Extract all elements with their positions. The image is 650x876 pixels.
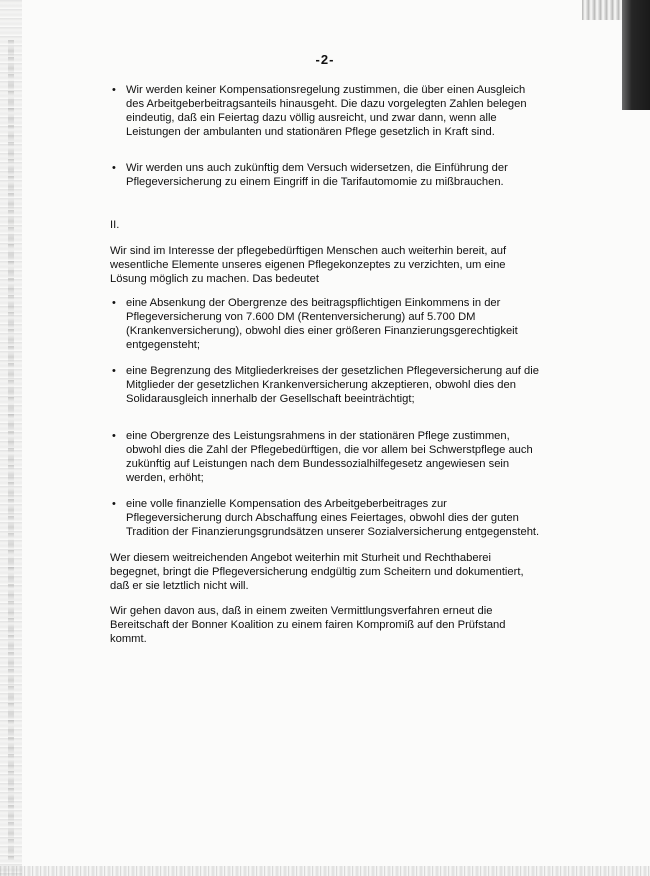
scan-edge-right xyxy=(622,0,650,110)
scan-edge-bottom xyxy=(0,866,650,876)
bullet-icon: • xyxy=(112,364,116,377)
section-heading: II. xyxy=(110,219,120,232)
scan-noise-left xyxy=(8,40,14,860)
bullet-icon: • xyxy=(112,297,116,310)
bullet-icon: • xyxy=(112,498,116,511)
scan-noise-top xyxy=(582,0,622,20)
bullet-icon: • xyxy=(112,161,116,174)
bullet-item xyxy=(110,430,540,486)
closing-paragraph: Wer diesem weitreichenden Angebot weiterhin mit Sturheit und Rechthaberei begegnet, bringt die Pflegeversicherung endgültig zum Scheitern und dokumentiert, daß er sie letztlich nicht will. xyxy=(110,551,524,592)
bullet-text: eine volle finanzielle Kompensation des Arbeitgeberbeitrages zur Pflegeversicherung durch Abschaffung eines Feiertages, obwohl dies der guten Tradition der Finanzierungsgrundsätzen unserer Sozialversicherung entgegensteht. xyxy=(126,498,540,538)
bullet-text: eine Obergrenze des Leistungsrahmens in der stationären Pflege zustimmen, obwohl dies die Zahl der Pflegebedürftigen, die vor allem bei Schwerstpflege auch zukünftig auf Leistungen nach dem Bundessozialhilfegesetz angewiesen sein werden, erhöht; xyxy=(126,430,533,485)
bullet-text: Wir werden keiner Kompensationsregelung zustimmen, die über einen Ausgleich des Arbeitgeberbeitragsanteils hinausgeht. Die dazu vorgelegten Zahlen belegen eindeutig, daß ein Feiertag dazu völlig ausreicht, und zwar dann, wenn alle Leistungen der ambulanten und stationären Pflege gesetzlich in Kraft sind. xyxy=(126,84,527,138)
intro-paragraph: Wir sind im Interesse der pflegebedürftigen Menschen auch weiterhin bereit, auf wesentliche Elemente unseres eigenen Pflegekonzeptes zu verzichten, um eine Lösung möglich zu machen. Das bedeutet xyxy=(110,245,507,286)
bullet-item xyxy=(110,84,540,140)
bullet-item xyxy=(110,498,540,540)
bullet-icon: • xyxy=(112,84,116,96)
page-number: -2- xyxy=(315,52,335,67)
bullet-text: Wir werden uns auch zukünftig dem Versuch widersetzen, die Einführung der Pflegeversicherung zu einem Eingriff in die Tarifautomomie zu mißbrauchen. xyxy=(126,161,508,188)
bullet-text: eine Begrenzung des Mitgliederkreises der gesetzlichen Pflegeversicherung auf die Mitglieder der gesetzlichen Krankenversicherung akzeptieren, obwohl dies den Solidarausgleich innerhalb der Gesellschaft beeinträchtigt; xyxy=(126,364,539,405)
bullet-text: eine Absenkung der Obergrenze des beitragspflichtigen Einkommens in der Pflegeversicherung von 7.600 DM (Rentenversicherung) auf 5.700 DM (Krankenversicherung), obwohl dies einer größeren Finanzierungsgerechtigkeit entgegensteht; xyxy=(126,297,518,351)
bullet-item xyxy=(110,365,540,407)
bullet-icon: • xyxy=(112,430,116,443)
bullet-item xyxy=(110,297,540,353)
bullet-item xyxy=(110,162,540,190)
document-body xyxy=(110,84,540,647)
closing-paragraph: Wir gehen davon aus, daß in einem zweiten Vermittlungsverfahren erneut die Bereitschaft der Bonner Koalition zu einem fairen Kompromiß auf den Prüfstand kommt. xyxy=(110,605,506,646)
